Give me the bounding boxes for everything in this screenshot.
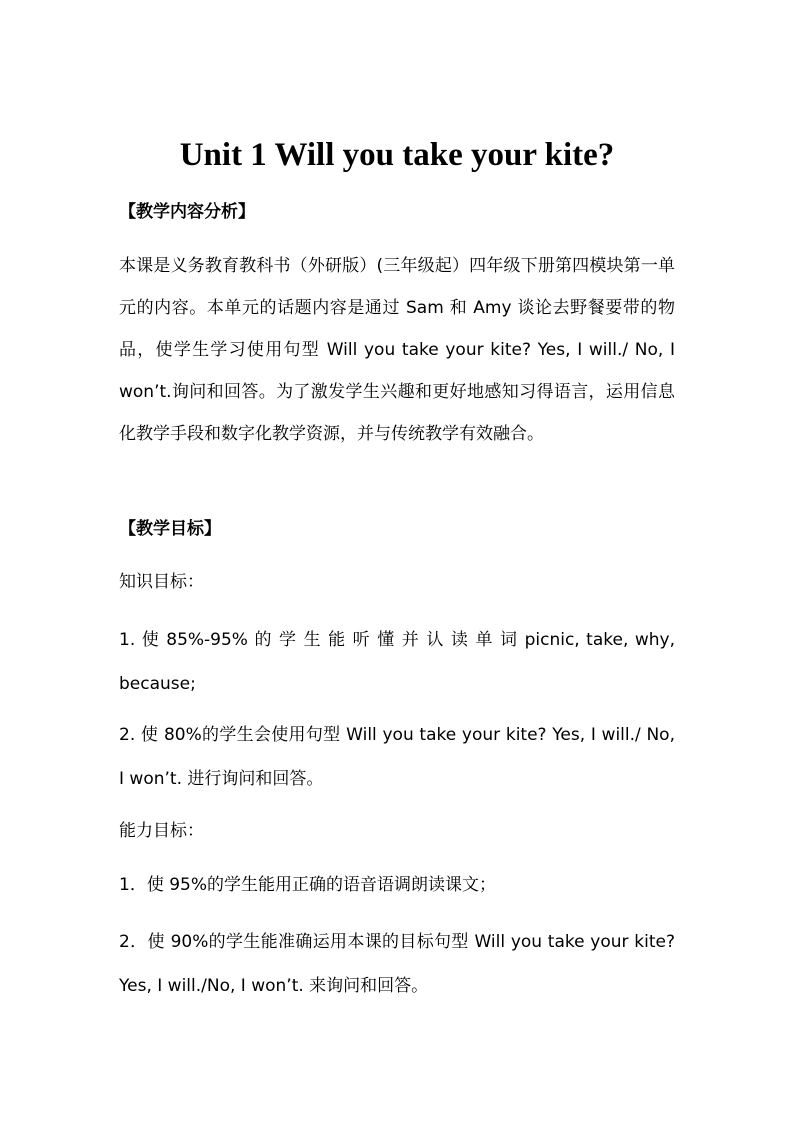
section-heading-teaching-goals: 【教学目标】: [119, 519, 221, 539]
section-heading-content-analysis: 【教学内容分析】: [119, 202, 255, 222]
ability-goals-label: 能力目标：: [119, 821, 204, 841]
knowledge-goals-label: 知识目标：: [119, 572, 204, 592]
document-title: Unit 1 Will you take your kite?: [179, 137, 615, 173]
knowledge-goal-item: 1. 使 85%-95% 的 学 生 能 听 懂 并 认 读 单 词 picnic, take, why, because;: [119, 630, 675, 694]
knowledge-goal-item: 2. 使 80%的学生会使用句型 Will you take your kite? Yes, I will./ No, I won’t. 进行询问和回答。: [119, 725, 675, 789]
content-analysis-paragraph: 本课是义务教育教科书（外研版）(三年级起）四年级下册第四模块第一单元的内容。本单元的话题内容是通过 Sam 和 Amy 谈论去野餐要带的物品，使学生学习使用句型 Will you take your kite? Yes, I will./ No, I won’t.询问和回答。为了激发学生兴趣和更好地感知习得语言，运用信息化教学手段和数字化教学资源，并与传统教学有效融合。: [119, 256, 675, 444]
ability-goal-item: 1．使 95%的学生能用正确的语音语调朗读课文；: [119, 875, 497, 895]
ability-goal-item: 2．使 90%的学生能准确运用本课的目标句型 Will you take your kite? Yes, I will./No, I won’t. 来询问和回答。: [119, 932, 675, 996]
